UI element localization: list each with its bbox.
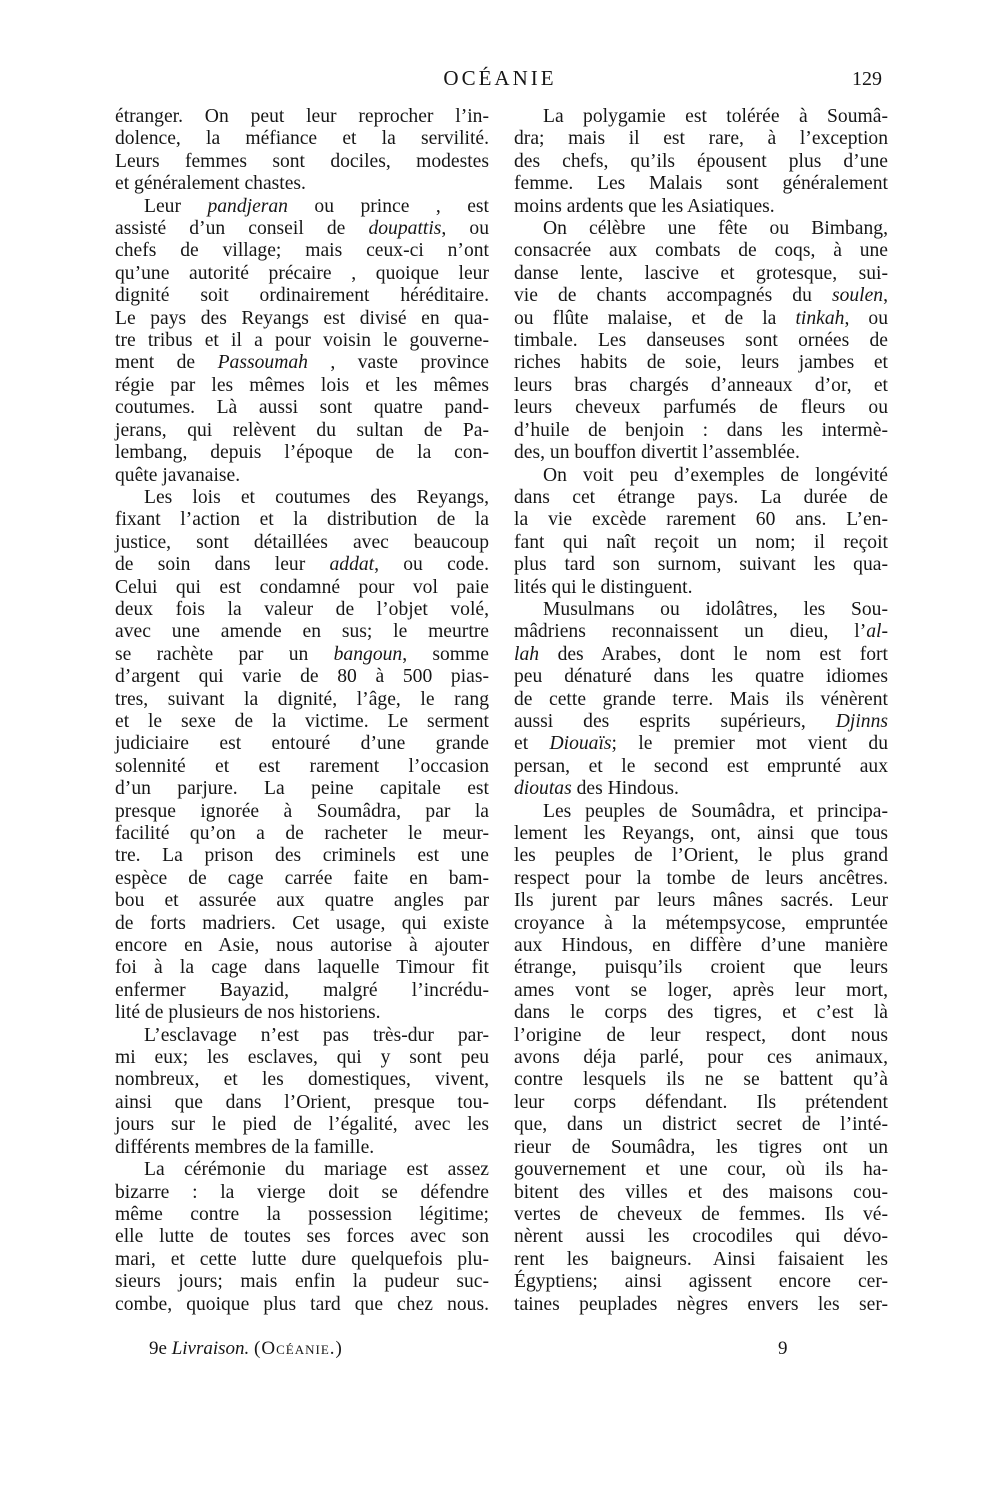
text-line: étrange, puisqu’ils croient que leurs bbox=[514, 957, 888, 979]
text-line: La polygamie est tolérée à Soumâ- bbox=[543, 106, 888, 127]
text-line: ou flûte malaise, et de la tinkah, ou bbox=[514, 307, 888, 329]
text-line: nèrent aussi les crocodiles qui dévo- bbox=[514, 1226, 888, 1248]
text-line: Les lois et coutumes des Reyangs, bbox=[144, 486, 489, 508]
livraison-word: Livraison. bbox=[171, 1338, 250, 1359]
text-line: persan, et le second est emprunté aux bbox=[514, 755, 888, 777]
text-line: tre. La prison des criminels est une bbox=[115, 845, 489, 867]
text-line: dra; mais il est rare, à l’exception bbox=[514, 128, 888, 150]
text-line: la vie excède rarement 60 ans. L’en- bbox=[514, 509, 888, 531]
text-line: assisté d’un conseil de doupattis, ou bbox=[115, 218, 489, 240]
text-line: Égyptiens; ainsi agissent encore cer- bbox=[514, 1271, 888, 1293]
text-line: lités qui le distinguent. bbox=[514, 576, 693, 598]
text-column-left bbox=[115, 106, 489, 1316]
text-line: ainsi que dans l’Orient, presque tou- bbox=[115, 1091, 489, 1113]
text-line: danse lente, lascive et grotesque, sui- bbox=[514, 262, 888, 284]
text-line: dans le corps des tigres, et c’est là bbox=[514, 1002, 888, 1024]
text-line: l’origine de leur respect, dont nous bbox=[514, 1024, 888, 1046]
text-line: bitent des villes et des maisons cou- bbox=[514, 1181, 888, 1203]
text-line: rieur de Soumâdra, les tigres ont un bbox=[514, 1136, 888, 1158]
text-line: des, un bouffon divertit l’assemblée. bbox=[514, 442, 800, 464]
text-line: L’esclavage n’est pas très-dur par- bbox=[144, 1024, 489, 1046]
text-line: avons déja parlé, pour ces animaux, bbox=[514, 1047, 888, 1069]
text-line: Ils jurent par leurs mânes sacrés. Leur bbox=[514, 890, 888, 912]
text-line: taines peuplades nègres envers les ser- bbox=[514, 1293, 888, 1315]
text-line: dioutas des Hindous. bbox=[514, 778, 679, 800]
text-line: enfermer Bayazid, malgré l’incrédu- bbox=[115, 979, 489, 1001]
italic-term: tinkah bbox=[795, 307, 845, 329]
italic-term: doupattis bbox=[368, 218, 442, 240]
text-line: mari, et cette lutte dure quelquefois plu- bbox=[115, 1248, 489, 1270]
text-line: étranger. On peut leur reprocher l’in- bbox=[115, 106, 489, 127]
text-line: bou et assurée aux quatre angles par bbox=[115, 890, 489, 912]
livraison-section: (Océanie.) bbox=[254, 1338, 343, 1359]
text-line: coutumes. Là aussi sont quatre pand- bbox=[115, 397, 489, 419]
text-line: Les peuples de Soumâdra, et principa- bbox=[543, 800, 888, 822]
text-line: Celui qui est condamné pour vol paie bbox=[115, 576, 489, 598]
italic-term: Diouaïs bbox=[549, 733, 612, 755]
text-line: se rachète par un bangoun, somme bbox=[115, 643, 489, 665]
text-line: nombreux, et les domestiques, vivent, bbox=[115, 1069, 489, 1091]
text-line: judiciaire est entouré d’une grande bbox=[115, 733, 489, 755]
text-line: jours sur le pied de l’égalité, avec les bbox=[115, 1114, 489, 1136]
text-line: aussi des esprits supérieurs, Djinns bbox=[514, 710, 888, 732]
text-line: lité de plusieurs de nos historiens. bbox=[115, 1002, 381, 1024]
text-line: presque ignorée à Soumâdra, par la bbox=[115, 800, 489, 822]
text-line: deux fois la valeur de l’objet volé, bbox=[115, 598, 489, 620]
text-line: On voit peu d’exemples de longévité bbox=[543, 464, 888, 486]
text-line: chefs de village; mais ceux-ci n’ont bbox=[115, 240, 489, 262]
text-line: tres, suivant la dignité, l’âge, le rang bbox=[115, 688, 489, 710]
text-line: d’un parjure. La peine capitale est bbox=[115, 778, 489, 800]
text-line: Le pays des Reyangs est divisé en qua- bbox=[115, 307, 489, 329]
text-line: On célèbre une fête ou Bimbang, bbox=[543, 218, 888, 240]
page-number: 129 bbox=[852, 68, 882, 90]
text-line: bizarre : la vierge doit se défendre bbox=[115, 1181, 489, 1203]
text-line: moins ardents que les Asiatiques. bbox=[514, 195, 775, 217]
text-line: que, dans un district secret de l’inté- bbox=[514, 1114, 888, 1136]
text-line: d’argent qui varie de 80 à 500 pias- bbox=[115, 666, 489, 688]
running-header-title: OCÉANIE bbox=[443, 66, 557, 90]
footer-livraison bbox=[149, 1338, 343, 1360]
text-line: dans cet étrange pays. La durée de bbox=[514, 486, 888, 508]
text-line: contre lesquels ils ne se battent qu’à bbox=[514, 1069, 888, 1091]
text-line: gouvernement et une cour, où ils ha- bbox=[514, 1159, 888, 1181]
text-line: et le sexe de la victime. Le serment bbox=[115, 710, 489, 732]
text-line: qu’une autorité précaire , quoique leur bbox=[115, 262, 489, 284]
text-line: vertes de cheveux de femmes. Ils vé- bbox=[514, 1203, 888, 1225]
text-line: solennité et est rarement l’occasion bbox=[115, 755, 489, 777]
text-line: et généralement chastes. bbox=[115, 173, 306, 195]
text-line: avec une amende en sus; le meurtre bbox=[115, 621, 489, 643]
text-line: consacrée aux combats de coqs, à une bbox=[514, 240, 888, 262]
text-line: leurs bras chargés d’anneaux d’or, et bbox=[514, 374, 888, 396]
text-line: espèce de cage carrée faite en bam- bbox=[115, 867, 489, 889]
text-line: Musulmans ou idolâtres, les Sou- bbox=[543, 598, 888, 620]
text-line: de forts madriers. Cet usage, qui existe bbox=[115, 912, 489, 934]
text-line: lement les Reyangs, ont, ainsi que tous bbox=[514, 823, 888, 844]
text-line: vie de chants accompagnés du soulen, bbox=[514, 285, 888, 307]
text-line: foi à la cage dans laquelle Timour fit bbox=[115, 957, 489, 979]
text-line: dolence, la méfiance et la servilité. bbox=[115, 128, 489, 150]
text-line: quête javanaise. bbox=[115, 464, 241, 486]
text-line: elle lutte de toutes ses forces avec son bbox=[115, 1226, 489, 1248]
text-line: dignité soit ordinairement héréditaire. bbox=[115, 285, 489, 307]
text-line: tre tribus et il a pour voisin le gouverne- bbox=[115, 330, 489, 352]
italic-term: Djinns bbox=[835, 710, 888, 732]
text-line: fant qui naît reçoit un nom; il reçoit bbox=[514, 531, 888, 553]
text-line: sieurs jours; mais enfin la pudeur suc- bbox=[115, 1271, 489, 1293]
text-line: femme. Les Malais sont généralement bbox=[514, 173, 888, 195]
text-column-right bbox=[514, 106, 888, 1316]
italic-term: dioutas bbox=[514, 778, 572, 800]
text-line: régie par les mêmes lois et les mêmes bbox=[115, 374, 489, 396]
text-line: encore en Asie, nous autorise à ajouter bbox=[115, 935, 489, 957]
text-line: riches habits de soie, leurs jambes et bbox=[514, 352, 888, 374]
text-line: d’huile de benjoin : dans les intermè- bbox=[514, 419, 888, 441]
italic-term: al- bbox=[866, 621, 888, 643]
italic-term: lah bbox=[514, 643, 540, 665]
italic-term: pandjeran bbox=[207, 195, 288, 217]
italic-term: Passoumah bbox=[217, 352, 308, 374]
text-line: de soin dans leur addat, ou code. bbox=[115, 554, 489, 576]
text-line: leurs cheveux parfumés de fleurs ou bbox=[514, 397, 888, 419]
text-line: Leur pandjeran ou prince , est bbox=[144, 195, 489, 217]
text-line: fixant l’action et la distribution de la bbox=[115, 509, 489, 531]
text-line: jerans, qui relèvent du sultan de Pa- bbox=[115, 419, 489, 441]
italic-term: soulen bbox=[831, 285, 884, 307]
text-line: Leurs femmes sont dociles, modestes bbox=[115, 150, 489, 172]
text-line: lembang, depuis l’époque de la con- bbox=[115, 442, 489, 464]
text-line: et Diouaïs; le premier mot vient du bbox=[514, 733, 888, 755]
livraison-number: 9e bbox=[149, 1338, 167, 1359]
text-line: même contre la possession légitime; bbox=[115, 1203, 489, 1225]
text-line: des chefs, qu’ils épousent plus d’une bbox=[514, 150, 888, 172]
text-line: justice, sont détaillées avec beaucoup bbox=[115, 531, 489, 553]
text-line: lah des Arabes, dont le nom est fort bbox=[514, 643, 888, 665]
text-line: timbale. Les danseuses sont ornées de bbox=[514, 330, 888, 352]
text-line: mâdriens reconnaissent un dieu, l’al- bbox=[514, 621, 888, 643]
text-line: combe, quoique plus tard que chez nous. bbox=[115, 1293, 489, 1315]
signature-mark: 9 bbox=[778, 1338, 788, 1359]
text-line: ames vont se loger, après leur mort, bbox=[514, 979, 888, 1001]
text-line: rent les baigneurs. Ainsi faisaient les bbox=[514, 1248, 888, 1270]
text-line: mi eux; les esclaves, qui y sont peu bbox=[115, 1047, 489, 1069]
text-line: peu dénaturé dans les quatre idiomes bbox=[514, 666, 888, 688]
text-line: croyance à la métempsycose, empruntée bbox=[514, 912, 888, 934]
text-line: La cérémonie du mariage est assez bbox=[144, 1159, 489, 1181]
text-line: facilité qu’on a de racheter le meur- bbox=[115, 823, 489, 844]
text-line: plus tard son surnom, suivant les qua- bbox=[514, 554, 888, 576]
text-line: respect pour la tombe de leurs ancêtres. bbox=[514, 867, 888, 889]
text-line: différents membres de la famille. bbox=[115, 1136, 375, 1158]
italic-term: bangoun bbox=[333, 643, 403, 665]
text-line: ment de Passoumah , vaste province bbox=[115, 352, 489, 374]
text-line: les peuples de l’Orient, le plus grand bbox=[514, 845, 888, 867]
text-line: leur corps défendant. Ils prétendent bbox=[514, 1091, 888, 1113]
italic-term: addat bbox=[329, 554, 375, 576]
text-line: de cette grande terre. Mais ils vénèrent bbox=[514, 688, 888, 710]
text-line: aux Hindous, en diffère d’une manière bbox=[514, 935, 888, 957]
